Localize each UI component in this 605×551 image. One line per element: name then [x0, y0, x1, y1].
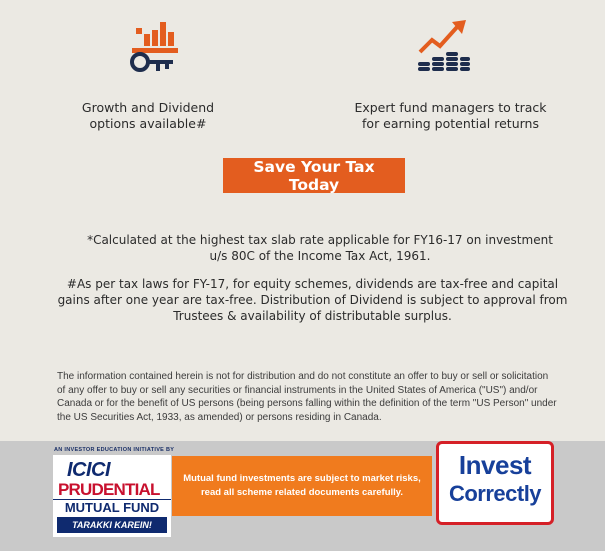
save-your-tax-today-button[interactable]: Save Your Tax Today: [223, 158, 405, 193]
invest-text: Invest: [458, 450, 532, 480]
invest-correctly-logo[interactable]: [436, 441, 554, 525]
feature-expert-managers: Expert fund managers to track for earning potential returns: [354, 100, 547, 131]
features-section: [0, 0, 605, 150]
growth-key-icon: [126, 18, 184, 76]
correctly-text: Correctly: [448, 481, 542, 506]
feature-growth-dividend: Growth and Dividend options available#: [81, 100, 215, 131]
legal-disclaimer: The information contained herein is not for distribution and do not constitute an offer to buy or sell or solicitation of any offer to buy or sell any securities or financial instruments in the United States of America ("US") and/or Canada or for the benefit of US persons (being persons falling within the definition of the term "US Person" under the US Securities Act, 1933, as amended) or persons residing in Canada.: [57, 371, 557, 423]
logo-mutual-fund-text: MUTUAL FUND: [53, 499, 171, 515]
coins-growth-icon: [414, 18, 474, 76]
dividend-tax-note: #As per tax laws for FY-17, for equity schemes, dividends are tax-free and capital gains after one year are tax-free. Distribution of Dividend is subject to approval from Trustees & availability of distributable surplus.: [57, 277, 568, 323]
logo-icici-text: ICICI: [67, 459, 111, 481]
logo-tagline: TARAKKI KAREIN!: [57, 517, 167, 533]
investor-education-banner: [0, 441, 605, 551]
tax-calculation-note: *Calculated at the highest tax slab rate applicable for FY16-17 on investment u/s 80C of the Income Tax Act, 1961.: [87, 233, 553, 263]
icici-prudential-logo[interactable]: [53, 455, 171, 537]
banner-tagline: AN INVESTOR EDUCATION INITIATIVE BY: [54, 447, 175, 453]
market-risk-message: Mutual fund investments are subject to market risks, read all scheme related documents carefully.: [172, 456, 432, 516]
logo-prudential-text: PRUDENTIAL: [58, 480, 160, 499]
